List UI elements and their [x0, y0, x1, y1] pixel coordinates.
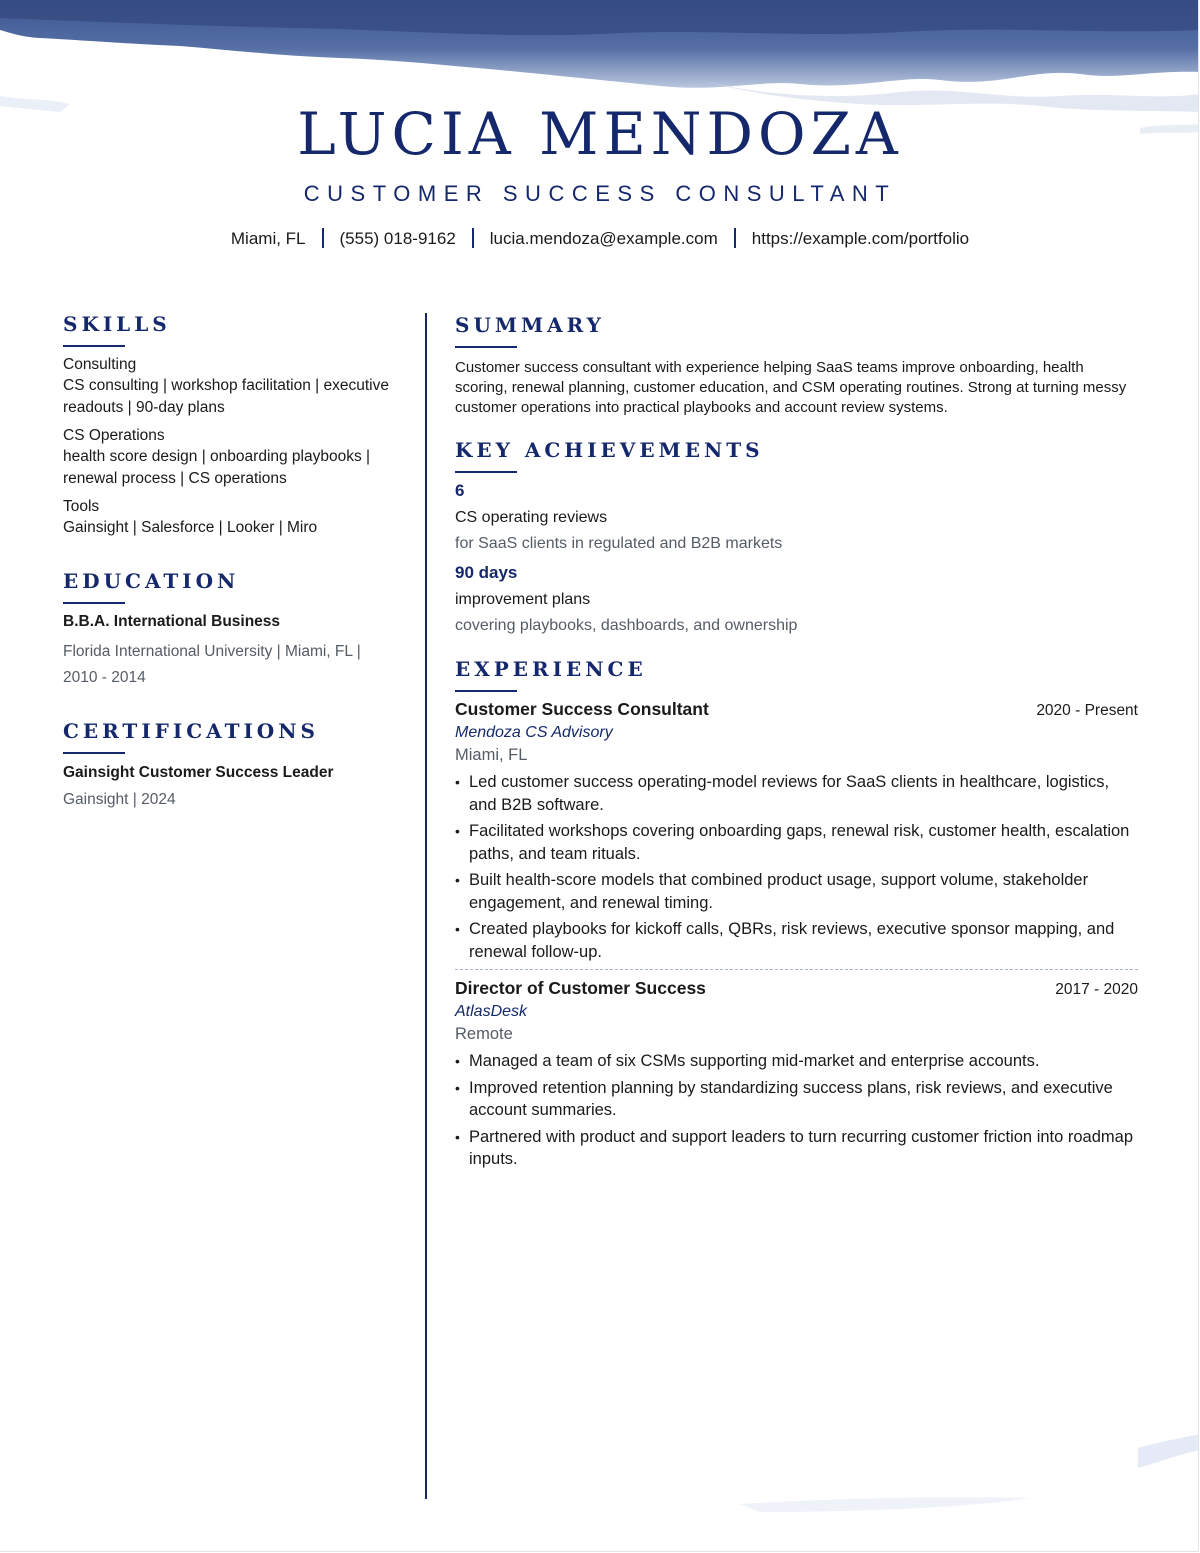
skills-section: [63, 312, 403, 539]
column-divider: [425, 313, 427, 1499]
company-name: AtlasDesk: [455, 1003, 528, 1020]
section-heading: SKILLS: [63, 312, 171, 336]
heading-underline: [455, 471, 517, 473]
section-heading: CERTIFICATIONS: [63, 718, 319, 743]
section-heading: EDUCATION: [63, 568, 240, 593]
heading-underline: [63, 602, 125, 604]
job-entry: [455, 978, 1138, 1171]
section-heading: KEY ACHIEVEMENTS: [455, 438, 764, 462]
skill-category: Tools: [63, 498, 100, 515]
skill-category: CS Operations: [63, 427, 165, 444]
bullet-item: • Built health-score models that combined product usage, support volume, stakeholder engagement, and renewal timing.: [455, 869, 1138, 914]
bullet-item: • Improved retention planning by standardizing success plans, risk reviews, and executive account summaries.: [455, 1077, 1138, 1122]
job-bullets: [455, 1050, 1138, 1171]
achievement-item: [455, 563, 1138, 635]
bullet-item: • Created playbooks for kickoff calls, QBRs, risk reviews, executive sponsor mapping, and renewal follow-up.: [455, 918, 1138, 963]
experience-section: [455, 657, 1138, 1171]
job-location: Remote: [455, 1025, 513, 1043]
achievement-description: for SaaS clients in regulated and B2B markets: [455, 535, 783, 552]
contact-portfolio-link[interactable]: https://example.com/portfolio: [751, 229, 970, 248]
right-column: [455, 313, 1138, 1175]
bullet-item: • Partnered with product and support leaders to turn recurring customer friction into roadmap inputs.: [455, 1126, 1138, 1171]
contact-location: Miami, FL: [230, 229, 306, 248]
company-name: Mendoza CS Advisory: [455, 724, 613, 741]
candidate-name: LUCIA MENDOZA: [297, 100, 903, 168]
contact-separator: [472, 228, 474, 248]
achievement-label: CS operating reviews: [455, 509, 608, 526]
section-heading: SUMMARY: [455, 313, 605, 337]
certification-details: Gainsight | 2024: [63, 790, 176, 808]
contact-phone: (555) 018-9162: [339, 229, 456, 248]
skill-list: CS consulting | workshop facilitation | executive readouts | 90-day plans: [63, 377, 389, 416]
achievement-item: [455, 481, 1138, 553]
achievement-description: covering playbooks, dashboards, and ownership: [455, 617, 798, 634]
degree: B.B.A. International Business: [63, 612, 281, 630]
skill-list: Gainsight | Salesforce | Looker | Miro: [63, 519, 318, 536]
heading-underline: [63, 752, 125, 754]
contact-separator: [322, 228, 324, 248]
education-details: Florida International University | Miami, FL | 2010 - 2014: [63, 642, 361, 686]
job-dates: 2020 - Present: [1036, 702, 1138, 719]
skill-category: Consulting: [63, 356, 137, 373]
achievements-section: [455, 438, 1138, 635]
job-title: Customer Success Consultant: [455, 699, 709, 719]
job-dates: 2017 - 2020: [1055, 981, 1138, 998]
candidate-title: CUSTOMER SUCCESS CONSULTANT: [303, 181, 897, 206]
education-section: [63, 569, 403, 691]
skill-list: health score design | onboarding playbooks | renewal process | CS operations: [63, 448, 371, 487]
left-column: [63, 312, 403, 809]
summary-section: [455, 313, 1138, 418]
certification-name: Gainsight Customer Success Leader: [63, 763, 334, 781]
summary-text: Customer success consultant with experience helping SaaS teams improve onboarding, health scoring, renewal planning, customer education, and CSM operating routines. Strong at turning messy customer operations into practical playbooks and account review systems.: [455, 359, 1127, 416]
achievement-label: improvement plans: [455, 591, 591, 608]
watercolor-footer-wash: [0, 1420, 1199, 1540]
achievement-value: 6: [455, 481, 465, 500]
contact-email[interactable]: lucia.mendoza@example.com: [489, 229, 718, 248]
job-separator: [455, 969, 1138, 970]
job-entry: [455, 699, 1138, 963]
bullet-item: • Managed a team of six CSMs supporting mid-market and enterprise accounts.: [455, 1050, 1138, 1073]
contact-separator: [734, 228, 736, 248]
job-bullets: [455, 771, 1138, 963]
bullet-item: • Led customer success operating-model reviews for SaaS clients in healthcare, logistics, and B2B software.: [455, 771, 1138, 816]
bullet-item: • Facilitated workshops covering onboarding gaps, renewal risk, customer health, escalation paths, and team rituals.: [455, 820, 1138, 865]
contact-line: [0, 228, 1199, 249]
achievement-value: 90 days: [455, 563, 518, 582]
heading-underline: [455, 346, 517, 348]
heading-underline: [63, 345, 125, 347]
heading-underline: [455, 690, 517, 692]
section-heading: EXPERIENCE: [455, 657, 647, 681]
job-location: Miami, FL: [455, 746, 528, 764]
certifications-section: [63, 719, 403, 809]
job-title: Director of Customer Success: [455, 978, 706, 998]
